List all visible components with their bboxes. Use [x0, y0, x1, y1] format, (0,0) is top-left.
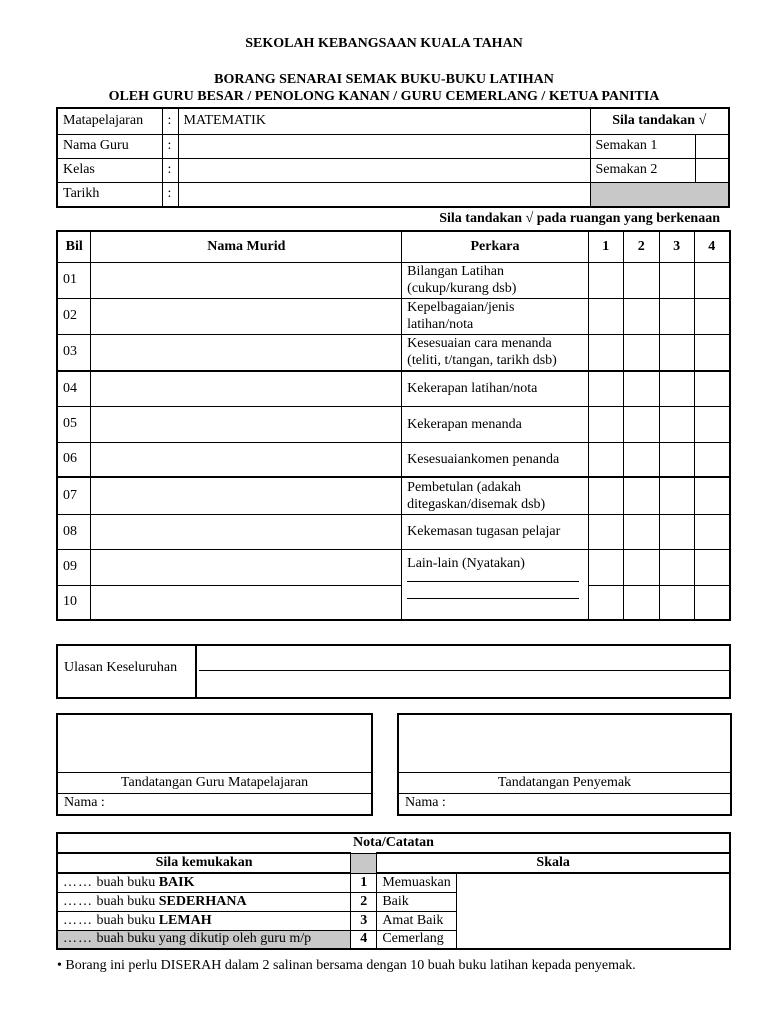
score-1-cell[interactable] — [588, 442, 623, 477]
item-cell: Kesesuaian cara menanda (teliti, t/tangan, tarikh dsb) — [402, 334, 589, 371]
scale-number: 1 — [351, 873, 377, 892]
notes-divider — [351, 853, 377, 873]
student-name-cell[interactable] — [91, 442, 402, 477]
notes-row — [57, 930, 730, 949]
score-1-cell[interactable] — [588, 371, 623, 406]
score-4-cell[interactable] — [694, 477, 730, 514]
score-1-cell[interactable] — [588, 262, 623, 298]
student-name-cell[interactable] — [91, 514, 402, 549]
score-3-cell[interactable] — [659, 262, 694, 298]
row-number: 05 — [57, 406, 91, 442]
checker-signature-label: Tandatangan Penyemak — [399, 772, 730, 794]
score-4-cell[interactable] — [694, 371, 730, 406]
check2-label: Semakan 2 — [590, 158, 695, 182]
checker-signature-box — [397, 713, 732, 816]
score-3-cell[interactable] — [659, 406, 694, 442]
tick-area-instruction: Sila tandakan √ pada ruangan yang berkenaan — [439, 211, 720, 226]
row-number: 06 — [57, 442, 91, 477]
item-cell: Kekerapan latihan/nota — [402, 371, 589, 406]
row-number: 03 — [57, 334, 91, 371]
score-3-cell[interactable] — [659, 549, 694, 585]
score-4-cell[interactable] — [694, 298, 730, 334]
item-cell: Bilangan Latihan (cukup/kurang dsb) — [402, 262, 589, 298]
score-1-cell[interactable] — [588, 514, 623, 549]
table-row — [57, 477, 730, 514]
checker-name-label: Nama : — [405, 795, 446, 810]
subject-value: MATEMATIK — [178, 108, 590, 134]
score-4-cell[interactable] — [694, 334, 730, 371]
specify-line[interactable] — [407, 581, 579, 582]
score-4-cell[interactable] — [694, 262, 730, 298]
form-title: BORANG SENARAI SEMAK BUKU-BUKU LATIHAN — [214, 72, 554, 87]
score-3-cell[interactable] — [659, 334, 694, 371]
score-1-cell[interactable] — [588, 334, 623, 371]
notes-row — [57, 911, 730, 930]
student-name-cell[interactable] — [91, 585, 402, 620]
table-row — [57, 371, 730, 406]
notes-left-bold: BAIK — [158, 874, 195, 890]
row-number: 01 — [57, 262, 91, 298]
colon: : — [162, 134, 178, 158]
table-row — [57, 262, 730, 298]
score-2-header: 2 — [623, 231, 659, 262]
subject-label: Matapelajaran — [57, 108, 162, 134]
teacher-signature-box — [56, 713, 373, 816]
student-name-cell[interactable] — [91, 477, 402, 514]
score-2-cell[interactable] — [623, 334, 659, 371]
score-3-cell[interactable] — [659, 442, 694, 477]
teacher-label: Nama Guru — [57, 134, 162, 158]
row-number: 08 — [57, 514, 91, 549]
student-name-cell[interactable] — [91, 298, 402, 334]
score-3-header: 3 — [659, 231, 694, 262]
table-row — [57, 549, 730, 585]
row-number: 09 — [57, 549, 91, 585]
notes-table — [56, 832, 731, 950]
footer-text: Borang ini perlu DISERAH dalam 2 salinan bersama dengan 10 buah buku latihan kepada penyemak. — [65, 958, 636, 973]
student-name-cell[interactable] — [91, 371, 402, 406]
class-field[interactable] — [178, 158, 590, 182]
notes-left-cell[interactable] — [57, 930, 351, 949]
notes-left-bold: SEDERHANA — [158, 893, 247, 909]
school-name: SEKOLAH KEBANGSAAN KUALA TAHAN — [245, 36, 523, 51]
score-1-header: 1 — [588, 231, 623, 262]
info-table — [56, 107, 730, 208]
dots: …… — [63, 931, 93, 947]
score-4-cell[interactable] — [694, 585, 730, 620]
score-3-cell[interactable] — [659, 585, 694, 620]
score-4-header: 4 — [694, 231, 730, 262]
scale-number: 3 — [351, 911, 377, 930]
item-cell: Kepelbagaian/jenis latihan/nota — [402, 298, 589, 334]
notes-left-text: buah buku — [96, 912, 156, 928]
check1-label: Semakan 1 — [590, 134, 695, 158]
remarks-input-1[interactable] — [197, 646, 727, 669]
specify-line[interactable] — [407, 598, 579, 599]
footer-note — [57, 958, 636, 974]
score-2-cell[interactable] — [623, 514, 659, 549]
colon: : — [162, 108, 178, 134]
student-name-cell[interactable] — [91, 406, 402, 442]
notes-left-cell[interactable] — [57, 892, 351, 911]
score-2-cell[interactable] — [623, 549, 659, 585]
score-4-cell[interactable] — [694, 442, 730, 477]
scale-number: 2 — [351, 892, 377, 911]
col-item-header: Perkara — [402, 231, 589, 262]
colon: : — [162, 182, 178, 207]
score-2-cell[interactable] — [623, 442, 659, 477]
notes-title: Nota/Catatan — [57, 833, 730, 853]
dots: …… — [63, 893, 93, 909]
student-name-cell[interactable] — [91, 262, 402, 298]
overall-remarks-label: Ulasan Keseluruhan — [58, 646, 197, 697]
score-4-cell[interactable] — [694, 514, 730, 549]
col-name-header: Nama Murid — [91, 231, 402, 262]
scale-label: Memuaskan — [377, 873, 456, 892]
scale-label: Amat Baik — [377, 911, 456, 930]
table-row — [57, 406, 730, 442]
notes-left-header: Sila kemukakan — [57, 853, 351, 873]
bullet-icon: • — [57, 958, 62, 973]
notes-left-cell[interactable] — [57, 911, 351, 930]
score-1-cell[interactable] — [588, 585, 623, 620]
teacher-signature-label: Tandatangan Guru Matapelajaran — [58, 772, 371, 794]
scale-number: 4 — [351, 930, 377, 949]
student-name-cell[interactable] — [91, 334, 402, 371]
date-field[interactable] — [178, 182, 590, 207]
score-1-cell[interactable] — [588, 549, 623, 585]
item-cell: Kekerapan menanda — [402, 406, 589, 442]
class-label: Kelas — [57, 158, 162, 182]
teacher-field[interactable] — [178, 134, 590, 158]
check2-box[interactable] — [695, 158, 729, 182]
score-3-cell[interactable] — [659, 514, 694, 549]
score-1-cell[interactable] — [588, 406, 623, 442]
notes-left-bold: LEMAH — [158, 912, 212, 928]
checker-signature-area[interactable] — [399, 715, 730, 771]
notes-left-text: buah buku — [96, 874, 156, 890]
tick-instruction: Sila tandakan √ — [590, 108, 729, 134]
score-2-cell[interactable] — [623, 262, 659, 298]
scale-label: Baik — [377, 892, 456, 911]
item-cell: Pembetulan (adakah ditegaskan/disemak dsb) — [402, 477, 589, 514]
shaded-cell — [590, 182, 729, 207]
notes-right-header: Skala — [377, 853, 730, 873]
student-name-cell[interactable] — [91, 549, 402, 585]
score-2-cell[interactable] — [623, 585, 659, 620]
table-row — [57, 514, 730, 549]
row-number: 07 — [57, 477, 91, 514]
notes-left-text: buah buku — [96, 893, 156, 909]
dots: …… — [63, 912, 93, 928]
dots: …… — [63, 874, 93, 890]
check1-box[interactable] — [695, 134, 729, 158]
colon: : — [162, 158, 178, 182]
table-row — [57, 298, 730, 334]
score-1-cell[interactable] — [588, 477, 623, 514]
score-1-cell[interactable] — [588, 298, 623, 334]
item-cell: Kesesuaiankomen penanda — [402, 442, 589, 477]
remarks-input-2[interactable] — [197, 670, 727, 694]
table-row — [57, 442, 730, 477]
item-cell — [402, 549, 589, 620]
score-4-cell[interactable] — [694, 406, 730, 442]
checklist-table — [56, 230, 731, 621]
row-number: 02 — [57, 298, 91, 334]
form-subtitle: OLEH GURU BESAR / PENOLONG KANAN / GURU CEMERLANG / KETUA PANITIA — [108, 89, 660, 104]
teacher-name-label: Nama : — [64, 795, 105, 810]
score-4-cell[interactable] — [694, 549, 730, 585]
score-3-cell[interactable] — [659, 298, 694, 334]
item-cell: Kekemasan tugasan pelajar — [402, 514, 589, 549]
score-3-cell[interactable] — [659, 371, 694, 406]
table-row — [57, 334, 730, 371]
score-2-cell[interactable] — [623, 371, 659, 406]
col-no-header: Bil — [57, 231, 91, 262]
table-row — [57, 585, 730, 620]
item-text: Lain-lain (Nyatakan) — [407, 555, 525, 571]
score-3-cell[interactable] — [659, 477, 694, 514]
score-2-cell[interactable] — [623, 477, 659, 514]
notes-left-text: buah buku yang dikutip oleh guru m/p — [96, 931, 312, 947]
score-2-cell[interactable] — [623, 406, 659, 442]
scale-label: Cemerlang — [377, 930, 456, 949]
score-2-cell[interactable] — [623, 298, 659, 334]
row-number: 10 — [57, 585, 91, 620]
notes-row — [57, 892, 730, 911]
notes-left-cell[interactable] — [57, 873, 351, 892]
row-number: 04 — [57, 371, 91, 406]
teacher-signature-area[interactable] — [58, 715, 371, 771]
date-label: Tarikh — [57, 182, 162, 207]
notes-row — [57, 873, 730, 892]
